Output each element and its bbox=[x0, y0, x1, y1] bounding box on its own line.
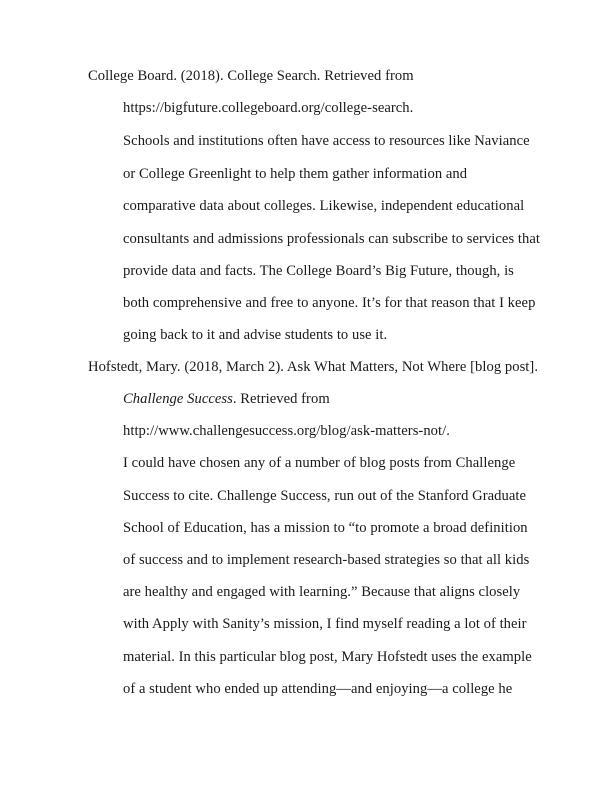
annotation-line: Schools and institutions often have access to resources like Naviance bbox=[123, 133, 530, 149]
annotation-line: of success and to implement research-based strategies so that all kids bbox=[123, 552, 530, 568]
reference-citation-line: College Board. (2018). College Search. Retrieved from bbox=[88, 68, 414, 84]
annotation-line: provide data and facts. The College Board’s Big Future, though, is bbox=[123, 263, 514, 279]
annotation-line: with Apply with Sanity’s mission, I find myself reading a lot of their bbox=[123, 616, 527, 632]
annotation-line: consultants and admissions professionals can subscribe to services that bbox=[123, 231, 540, 247]
annotation-line: I could have chosen any of a number of blog posts from Challenge bbox=[123, 455, 516, 471]
annotation-line: School of Education, has a mission to “to promote a broad definition bbox=[123, 520, 528, 536]
retrieved-from-text: . Retrieved from bbox=[232, 391, 330, 407]
annotation-line: going back to it and advise students to use it. bbox=[123, 327, 388, 343]
reference-url-line: https://bigfuture.collegeboard.org/college-search. bbox=[123, 100, 414, 116]
annotation-line: comparative data about colleges. Likewise, independent educational bbox=[123, 198, 525, 214]
annotation-line: material. In this particular blog post, Mary Hofstedt uses the example bbox=[123, 649, 532, 665]
reference-citation-line: Hofstedt, Mary. (2018, March 2). Ask What Matters, Not Where [blog post]. bbox=[88, 359, 539, 375]
reference-source-line bbox=[123, 389, 330, 409]
reference-url-line: http://www.challengesuccess.org/blog/ask-matters-not/. bbox=[123, 423, 450, 439]
annotation-line: or College Greenlight to help them gather information and bbox=[123, 166, 468, 182]
annotation-line: are healthy and engaged with learning.” Because that aligns closely bbox=[123, 584, 521, 600]
annotation-line: both comprehensive and free to anyone. It’s for that reason that I keep bbox=[123, 295, 536, 311]
annotation-line: of a student who ended up attending—and enjoying—a college he bbox=[123, 681, 513, 697]
annotation-line: Success to cite. Challenge Success, run out of the Stanford Graduate bbox=[123, 488, 526, 504]
publication-title: Challenge Success bbox=[123, 391, 233, 407]
